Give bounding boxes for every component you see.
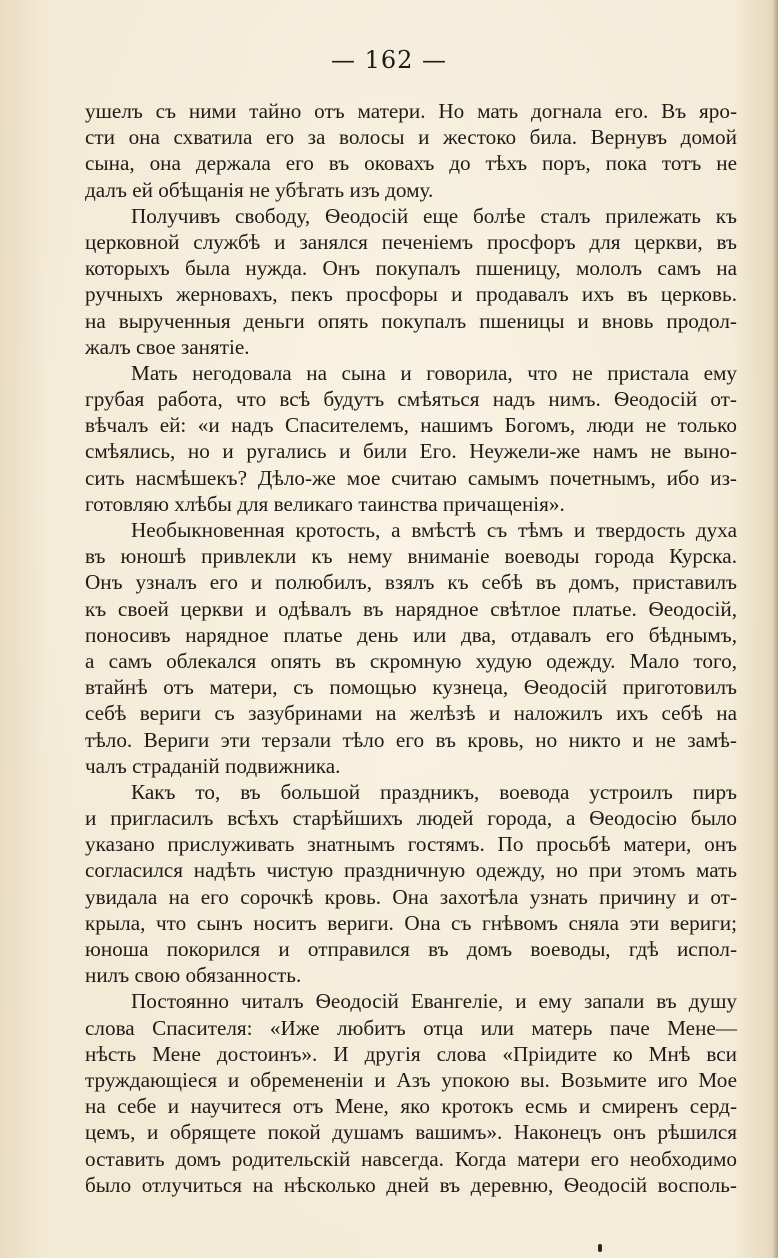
text-line: жалъ свое занятіе.: [85, 334, 250, 359]
text-line: далъ ей обѣщанія не убѣгать изъ дому.: [85, 177, 434, 202]
text-line: поносивъ нарядное платье день или два, отдавалъ его бѣднымъ,: [85, 622, 737, 647]
text-line: труждающіеся и обремененіи и Азъ упокою вы. Возьмите иго Мое: [85, 1067, 737, 1092]
text-line: къ своей церкви и одѣвалъ въ нарядное свѣтлое платье. Ѳеодосій,: [85, 596, 737, 621]
text-line: согласился надѣть чистую праздничную одежду, но при этомъ мать: [85, 858, 737, 883]
text-line: ушелъ съ ними тайно отъ матери. Но мать догнала его. Въ яро-: [85, 99, 737, 123]
text-line: а самъ облекался опять въ скромную худую одежду. Мало того,: [85, 648, 737, 673]
text-line: Мать негодовала на сына и говорила, что не пристала ему: [131, 360, 737, 385]
text-line: чалъ страданій подвижника.: [85, 753, 341, 778]
text-line: втайнѣ отъ матери, съ помощью кузнеца, Ѳеодосій приготовилъ: [85, 675, 737, 700]
text-line: церковной службѣ и занялся печеніемъ просфоръ для церкви, въ: [85, 229, 737, 254]
text-line: грубая работа, что всѣ будутъ смѣяться надъ нимъ. Ѳеодосій от-: [85, 387, 737, 412]
text-line: цемъ, и обрящете покой душамъ вашимъ». Наконецъ онъ рѣшился: [85, 1120, 737, 1145]
text-line: Получивъ свободу, Ѳеодосій еще болѣе сталъ прилежать къ: [131, 203, 737, 228]
text-line: оставить домъ родительскій навсегда. Когда матери его необходимо: [85, 1146, 737, 1171]
text-line: сти она схватила его за волосы и жестоко била. Вернувъ домой: [85, 125, 737, 150]
text-line: на себе и научитеся отъ Мене, яко кротокъ есмь и смиренъ серд-: [85, 1094, 737, 1119]
text-line: въ юношѣ привлекли къ нему вниманіе воеводы города Курска.: [85, 544, 737, 569]
text-line: нѣсть Мене достоинъ». И другія слова «Пріидите ко Мнѣ вси: [85, 1041, 737, 1066]
text-line: Постоянно читалъ Ѳеодосій Евангеліе, и ему запали въ душу: [131, 989, 737, 1014]
text-line: ручныхъ жерновахъ, пекъ просфоры и продавалъ ихъ въ церковь.: [85, 282, 737, 307]
text-line: Какъ то, въ большой праздникъ, воевода устроилъ пиръ: [131, 779, 737, 804]
text-line: юноша покорился и отправился въ домъ воеводы, гдѣ испол-: [85, 937, 737, 961]
text-line: увидала на его сорочкѣ кровь. Она захотѣла узнать причину и от-: [85, 884, 737, 909]
text-line: на вырученныя деньги опять покупалъ пшеницы и вновь продол-: [85, 308, 737, 333]
text-line: Онъ узналъ его и полюбилъ, взялъ къ себѣ въ домъ, приставилъ: [85, 570, 737, 595]
text-line: сить насмѣшекъ? Дѣло-же мое считаю самымъ почетнымъ, ибо из-: [85, 465, 737, 490]
text-line: нилъ свою обязанность.: [85, 963, 302, 988]
text-line: сына, она держала его въ оковахъ до тѣхъ поръ, пока тотъ не: [85, 151, 737, 176]
text-line: готовляю хлѣбы для великаго таинства причащенія».: [85, 491, 565, 516]
text-line: себѣ вериги съ зазубринами на желѣзѣ и наложилъ ихъ себѣ на: [85, 701, 737, 726]
ink-speck: [598, 1244, 602, 1252]
text-line: указано прислуживать знатнымъ гостямъ. По просьбѣ матери, онъ: [85, 832, 737, 857]
text-line: которыхъ была нужда. Онъ покупалъ пшеницу, мололъ самъ на: [85, 256, 737, 281]
text-line: крыла, что сынъ носитъ вериги. Она съ гнѣвомъ сняла эти вериги;: [85, 910, 737, 935]
text-line: слова Спасителя: «Иже любитъ отца или матерь паче Мене—: [85, 1015, 737, 1040]
page-edge-shadow: [772, 0, 778, 1258]
text-line: и пригласилъ всѣхъ старѣйшихъ людей города, а Ѳеодосію было: [85, 806, 737, 831]
text-line: было отлучиться на нѣсколько дней въ деревню, Ѳеодосій восполь-: [85, 1172, 737, 1197]
body-text: [85, 98, 737, 1198]
text-line: тѣло. Вериги эти терзали тѣло его въ кровь, но никто и не замѣ-: [85, 727, 737, 752]
text-line: вѣчалъ ей: «и надъ Спасителемъ, нашимъ Богомъ, люди не только: [85, 413, 737, 438]
page-number: — 162 —: [330, 46, 448, 74]
text-line: смѣялись, но и ругались и били Его. Неужели-же намъ не выно-: [85, 439, 737, 464]
text-line: Необыкновенная кротость, а вмѣстѣ съ тѣмъ и твердость духа: [131, 518, 737, 542]
